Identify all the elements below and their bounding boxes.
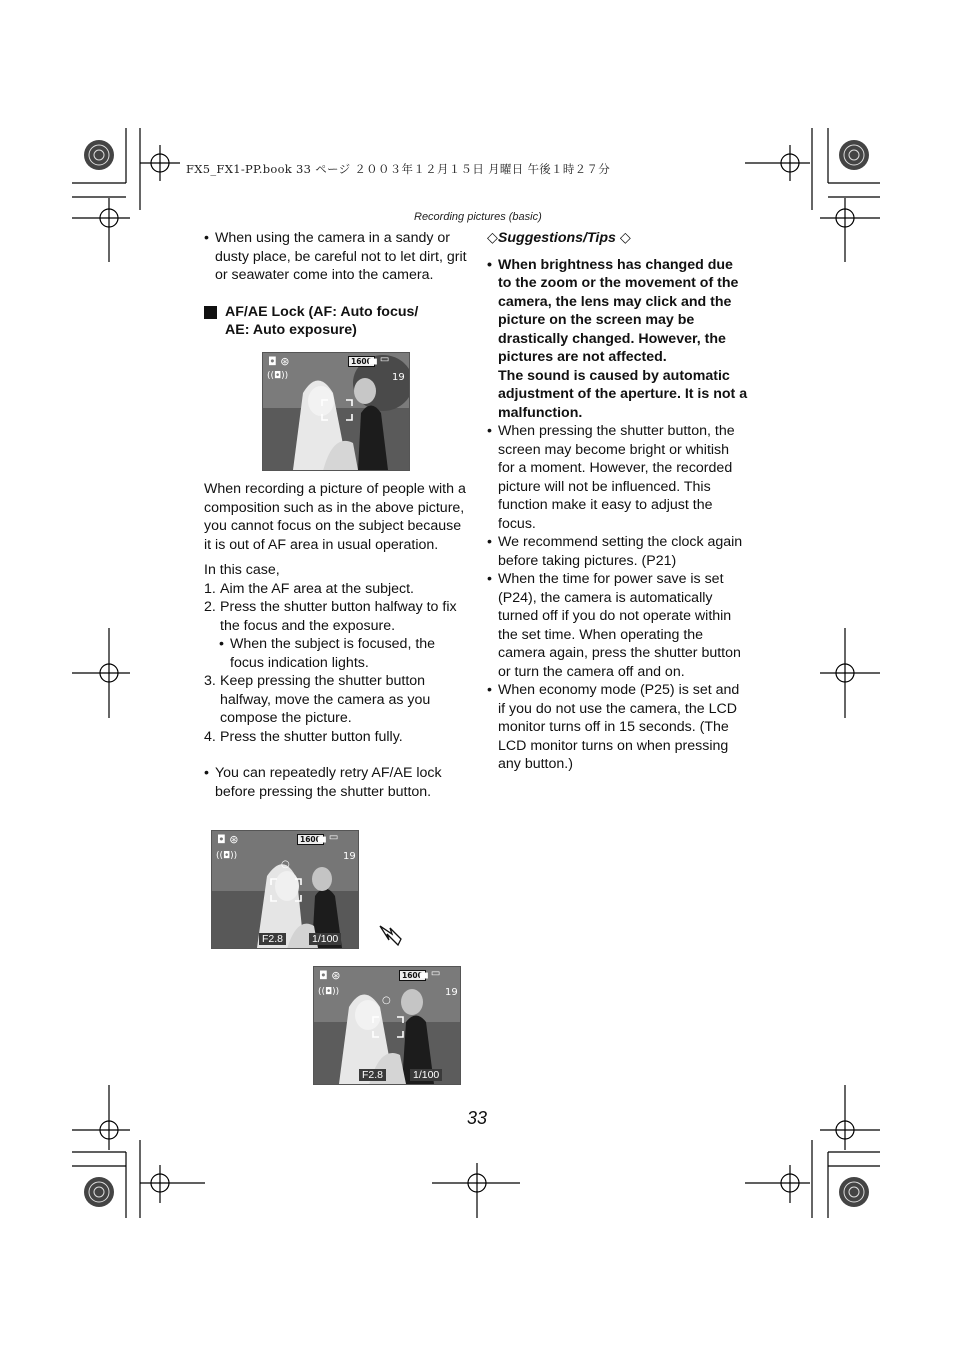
- left-column-body: [204, 480, 472, 801]
- tip-item: • We recommend setting the clock again before taking pictures. (P21): [487, 533, 749, 570]
- shutter-speed: 1/100: [309, 933, 341, 945]
- tip-item: • When economy mode (P25) is set and if you do not use the camera, the LCD monitor turns off in 15 seconds. (The LCD monitor turns on when pressing any button.): [487, 681, 749, 774]
- section-square-icon: [204, 306, 217, 319]
- focus-indicator-icon: ○: [382, 995, 391, 1006]
- section-title-line2: AE: Auto exposure): [225, 322, 357, 338]
- iso-badge: 1600: [297, 834, 324, 845]
- tips-heading: [487, 229, 749, 248]
- lcd-photo-2: [211, 830, 359, 949]
- shots-remaining: 19: [392, 372, 405, 383]
- step-3: 3. Keep pressing the shutter button halfway, move the camera as you compose the picture.: [204, 673, 431, 726]
- stabilizer-icon: ((◘)): [318, 987, 340, 997]
- tip-item: • When the time for power save is set (P24), the camera is automatically turned off if you do not operate within the set time. When operating the camera again, press the shutter button or turn the camera off and on.: [487, 570, 749, 681]
- in-this-case: In this case,: [204, 562, 280, 578]
- section-title-line1: AF/AE Lock (AF: Auto focus/: [225, 303, 419, 320]
- left-column: [204, 229, 472, 340]
- aperture-value: F2.8: [359, 1069, 386, 1081]
- tip-item: • When pressing the shutter button, the screen may become bright or whitish for a moment. However, the recorded picture will not be influenced. This function make it easy to adjust the focus.: [487, 422, 749, 533]
- step-4: 4. Press the shutter button fully.: [204, 728, 403, 745]
- intro-bullet: • When using the camera in a sandy or dusty place, be careful not to let dirt, grit or seawater come into the camera.: [204, 229, 472, 285]
- step-2-note: • When the subject is focused, the focus indication lights.: [204, 635, 472, 672]
- shots-remaining: 19: [445, 987, 458, 998]
- page-number: 33: [467, 1108, 488, 1128]
- bold-tip-b: The sound is caused by automatic adjustment of the aperture. It is not a malfunction.: [498, 367, 748, 421]
- diamond-left-icon: ◇: [487, 230, 498, 246]
- tips-title: Suggestions/Tips: [497, 230, 616, 246]
- step-1: 1. Aim the AF area at the subject.: [204, 580, 414, 597]
- arrow-down-right-icon: [376, 922, 404, 948]
- shutter-speed: 1/100: [410, 1069, 442, 1081]
- section-title: [204, 303, 472, 340]
- diamond-right-icon: ◇: [619, 230, 631, 246]
- af-frame: [321, 399, 353, 421]
- explanation-paragraph: When recording a picture of people with a composition such as in the above picture, you cannot focus on the subject because it is out of AF area in usual operation.: [204, 481, 466, 553]
- bold-tip: [487, 256, 749, 423]
- iso-badge: 1600: [399, 970, 426, 981]
- battery-icon: ▄ ▭: [369, 354, 390, 365]
- aperture-value: F2.8: [259, 933, 286, 945]
- focus-indicator-icon: ○: [281, 859, 290, 870]
- shots-remaining: 19: [343, 851, 356, 862]
- file-header: FX5_FX1-PP.book 33 ページ ２００３年１２月１５日 月曜日 午後１時２７分: [186, 162, 611, 176]
- lcd-photo-1: [262, 352, 410, 471]
- running-head: Recording pictures (basic): [414, 211, 542, 223]
- bold-tip-a: • When brightness has changed due to the zoom or the movement of the camera, the lens may click and the picture on the screen may be drastically changed. However, the pictures are not affected.: [498, 256, 739, 365]
- iso-badge: 1600: [348, 356, 375, 367]
- camera-mode-icon: ◘ ⊛: [217, 833, 239, 846]
- battery-icon: ▄ ▭: [420, 968, 441, 979]
- retry-bullet: • You can repeatedly retry AF/AE lock before pressing the shutter button.: [204, 764, 472, 801]
- step-2: 2. Press the shutter button halfway to fix the focus and the exposure.: [204, 599, 457, 634]
- stabilizer-icon: ((◘)): [216, 851, 238, 861]
- camera-mode-icon: ◘ ⊛: [268, 355, 290, 368]
- camera-mode-icon: ◘ ⊛: [319, 969, 341, 982]
- af-frame: [270, 878, 302, 902]
- stabilizer-icon: ((◘)): [267, 371, 289, 381]
- right-column: [487, 229, 749, 774]
- af-frame: [372, 1016, 404, 1038]
- lcd-photo-3: [313, 966, 461, 1085]
- battery-icon: ▄ ▭: [318, 832, 339, 843]
